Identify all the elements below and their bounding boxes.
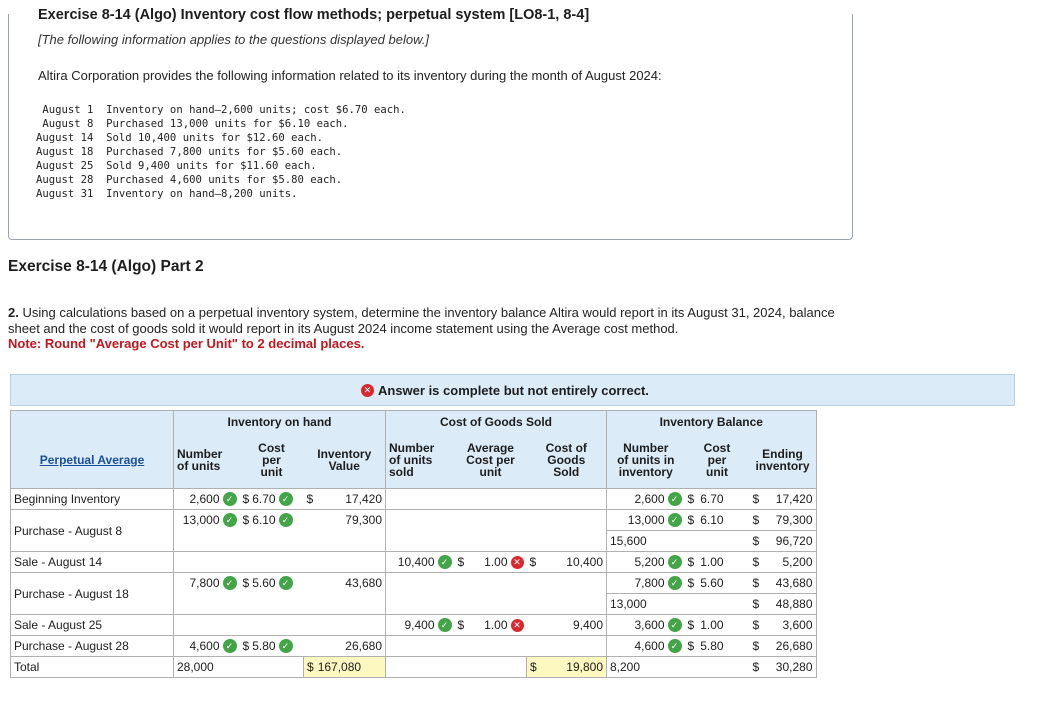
perpetual-average-link[interactable]: Perpetual Average — [11, 433, 174, 489]
group-inventory-balance: Inventory Balance — [607, 411, 817, 433]
row-label: Purchase - August 18 — [11, 573, 174, 615]
inventory-events — [36, 103, 406, 201]
cg-cost-total[interactable]: $ 19,800 — [527, 657, 607, 678]
incorrect-icon: ✕ — [511, 619, 524, 632]
ib-end-input[interactable]: $ 26,680 — [750, 636, 817, 657]
cg-cost-input[interactable] — [527, 636, 607, 657]
header-oh-units: Number of units — [174, 433, 240, 489]
header-cg-avg: Average Cost per unit — [455, 433, 527, 489]
oh-value-input[interactable]: $ 17,420 — [304, 489, 386, 510]
correct-icon: ✓ — [438, 555, 452, 569]
ib-end-input[interactable]: $ 96,720 — [750, 531, 817, 552]
exercise-title: Exercise 8-14 (Algo) Inventory cost flow methods; perpetual system [LO8-1, 8-4] — [38, 7, 590, 23]
ib-end-input[interactable]: $ 43,680 — [750, 573, 817, 594]
header-ib-units: Number of units in inventory — [607, 433, 685, 489]
ib-end-input[interactable]: $ 79,300 — [750, 510, 817, 531]
ib-end-input[interactable]: $ 3,600 — [750, 615, 817, 636]
empty-cell — [240, 594, 304, 615]
exercise-description: Altira Corporation provides the following information related to its inventory during the month of August 2024: — [38, 68, 662, 83]
oh-cost-input[interactable] — [240, 552, 304, 573]
oh-value-total[interactable]: $ 167,080 — [304, 657, 386, 678]
ib-units-input[interactable]: 4,600 ✓ — [607, 636, 685, 657]
ib-end-input[interactable]: $ 17,420 — [750, 489, 817, 510]
event-line: August 31 Inventory on hand—8,200 units. — [36, 188, 298, 200]
question-number: 2. — [8, 305, 19, 320]
oh-units-input[interactable]: 4,600 ✓ — [174, 636, 240, 657]
empty-cell — [527, 594, 607, 615]
ib-cost-input[interactable]: $ 1.00 — [685, 552, 750, 573]
correct-icon: ✓ — [668, 513, 682, 527]
ib-cost-input[interactable]: $ 5.80 — [685, 636, 750, 657]
oh-cost-input[interactable]: $ 5.80 ✓ — [240, 636, 304, 657]
empty-cell — [455, 657, 527, 678]
correct-icon: ✓ — [668, 576, 682, 590]
correct-icon: ✓ — [279, 576, 293, 590]
empty-cell — [685, 531, 750, 552]
empty-cell — [386, 531, 455, 552]
table-corner — [11, 411, 174, 433]
empty-cell — [240, 531, 304, 552]
cg-cost-input[interactable] — [527, 573, 607, 594]
cg-units-input[interactable] — [386, 489, 455, 510]
ib-units-input[interactable]: 15,600 — [607, 531, 685, 552]
perpetual-average-table — [10, 410, 817, 678]
empty-cell — [304, 594, 386, 615]
ib-cost-input[interactable]: $ 1.00 — [685, 615, 750, 636]
cg-cost-input[interactable]: $ 10,400 — [527, 552, 607, 573]
cg-units-input[interactable] — [386, 510, 455, 531]
oh-units-input[interactable]: 2,600 ✓ — [174, 489, 240, 510]
empty-cell — [174, 594, 240, 615]
ib-units-input[interactable]: 13,000 — [607, 594, 685, 615]
empty-cell — [240, 657, 304, 678]
row-sale-august-14 — [11, 552, 817, 573]
row-purchase-august-28 — [11, 636, 817, 657]
row-label: Sale - August 14 — [11, 552, 174, 573]
ib-end-input[interactable]: $ 5,200 — [750, 552, 817, 573]
oh-units-input[interactable]: 13,000 ✓ — [174, 510, 240, 531]
oh-cost-input[interactable] — [240, 615, 304, 636]
oh-units-input[interactable]: 7,800 ✓ — [174, 573, 240, 594]
event-line: August 1 Inventory on hand—2,600 units; cost $6.70 each. — [36, 104, 406, 116]
cg-avg-input[interactable] — [455, 573, 527, 594]
empty-cell — [455, 531, 527, 552]
group-cost-of-goods-sold: Cost of Goods Sold — [386, 411, 607, 433]
ib-units-input[interactable]: 7,800 ✓ — [607, 573, 685, 594]
empty-cell — [527, 531, 607, 552]
answer-status-bar — [10, 374, 1015, 406]
part-title: Exercise 8-14 (Algo) Part 2 — [8, 258, 204, 275]
cg-units-input[interactable] — [386, 573, 455, 594]
empty-cell — [386, 594, 455, 615]
empty-cell — [685, 594, 750, 615]
cg-avg-input[interactable]: $ 1.00 ✕ — [455, 615, 527, 636]
header-cg-units: Number of units sold — [386, 433, 455, 489]
ib-cost-input[interactable]: $ 5.60 — [685, 573, 750, 594]
correct-icon: ✓ — [668, 492, 682, 506]
ib-units-total[interactable]: 8,200 — [607, 657, 685, 678]
row-label: Purchase - August 28 — [11, 636, 174, 657]
oh-cost-input[interactable]: $ 6.10 ✓ — [240, 510, 304, 531]
event-line: August 8 Purchased 13,000 units for $6.10 each. — [36, 118, 349, 130]
cg-avg-input[interactable]: $ 1.00 ✕ — [455, 552, 527, 573]
empty-cell — [386, 657, 455, 678]
row-label: Sale - August 25 — [11, 615, 174, 636]
correct-icon: ✓ — [223, 639, 237, 653]
oh-value-input[interactable] — [304, 552, 386, 573]
correct-icon: ✓ — [223, 492, 237, 506]
header-oh-value: Inventory Value — [304, 433, 386, 489]
header-oh-cost: Cost per unit — [240, 433, 304, 489]
cg-units-input[interactable] — [386, 636, 455, 657]
correct-icon: ✓ — [668, 618, 682, 632]
oh-value-input[interactable]: 43,680 — [345, 576, 382, 591]
ib-units-input[interactable]: 2,600 ✓ — [607, 489, 685, 510]
cg-units-input[interactable]: 10,400 ✓ — [386, 552, 455, 573]
cg-avg-input[interactable] — [455, 489, 527, 510]
event-line: August 25 Sold 9,400 units for $11.60 each. — [36, 160, 317, 172]
header-ib-cost: Cost per unit — [685, 433, 750, 489]
cg-cost-input[interactable] — [527, 489, 607, 510]
oh-value-input[interactable] — [304, 615, 386, 636]
correct-icon: ✓ — [279, 492, 293, 506]
cg-cost-input[interactable]: 9,400 — [527, 615, 607, 636]
ib-units-input[interactable]: 13,000 ✓ — [607, 510, 685, 531]
oh-cost-input[interactable]: $ 5.60 ✓ — [240, 573, 304, 594]
header-cg-cost: Cost of Goods Sold — [527, 433, 607, 489]
row-total — [11, 657, 817, 678]
oh-units-input[interactable] — [174, 615, 240, 636]
oh-cost-input[interactable]: $ 6.70 ✓ — [240, 489, 304, 510]
row-label: Purchase - August 8 — [11, 510, 174, 552]
incorrect-icon: ✕ — [361, 384, 374, 397]
group-inventory-on-hand: Inventory on hand — [174, 411, 386, 433]
oh-value-input[interactable]: 26,680 — [304, 636, 386, 657]
cg-units-input[interactable]: 9,400 ✓ — [386, 615, 455, 636]
ib-cost-input[interactable]: $ 6.10 — [685, 510, 750, 531]
empty-cell — [455, 594, 527, 615]
rounding-note: Note: Round "Average Cost per Unit" to 2 decimal places. — [8, 336, 365, 351]
empty-cell — [685, 657, 750, 678]
row-label: Beginning Inventory — [11, 489, 174, 510]
oh-value-input[interactable]: 79,300 — [345, 513, 382, 528]
correct-icon: ✓ — [223, 513, 237, 527]
ib-cost-input[interactable]: $ 6.70 — [685, 489, 750, 510]
empty-cell — [304, 531, 386, 552]
correct-icon: ✓ — [279, 639, 293, 653]
correct-icon: ✓ — [223, 576, 237, 590]
row-label: Total — [11, 657, 174, 678]
ib-end-input[interactable]: $ 48,880 — [750, 594, 817, 615]
answer-status — [361, 383, 649, 398]
answer-status-text: Answer is complete but not entirely correct. — [378, 383, 649, 398]
row-sale-august-25 — [11, 615, 817, 636]
cg-avg-input[interactable] — [455, 636, 527, 657]
row-purchase-august-18 — [11, 573, 817, 594]
correct-icon: ✓ — [668, 555, 682, 569]
event-line: August 18 Purchased 7,800 units for $5.60 each. — [36, 146, 343, 158]
cg-cost-input[interactable] — [527, 510, 607, 531]
row-purchase-august-8 — [11, 510, 817, 531]
ib-end-total[interactable]: $ 30,280 — [750, 657, 817, 678]
event-line: August 28 Purchased 4,600 units for $5.80 each. — [36, 174, 343, 186]
exercise-note: [The following information applies to the questions displayed below.] — [38, 32, 429, 47]
oh-units-total[interactable]: 28,000 — [174, 657, 240, 678]
correct-icon: ✓ — [668, 639, 682, 653]
header-ib-end: Ending inventory — [750, 433, 817, 489]
question-body: Using calculations based on a perpetual inventory system, determine the inventory balance Altira would report in its August 31, 2024, balance sheet and the cost of goods sold it would report in its August 2024 income statement using the Average cost method. — [8, 305, 835, 336]
ib-units-input[interactable]: 5,200 ✓ — [607, 552, 685, 573]
incorrect-icon: ✕ — [511, 556, 524, 569]
oh-units-input[interactable] — [174, 552, 240, 573]
question-text — [8, 305, 858, 352]
row-beginning-inventory — [11, 489, 817, 510]
cg-avg-input[interactable] — [455, 510, 527, 531]
ib-units-input[interactable]: 3,600 ✓ — [607, 615, 685, 636]
event-line: August 14 Sold 10,400 units for $12.60 each. — [36, 132, 324, 144]
correct-icon: ✓ — [438, 618, 452, 632]
correct-icon: ✓ — [279, 513, 293, 527]
empty-cell — [174, 531, 240, 552]
